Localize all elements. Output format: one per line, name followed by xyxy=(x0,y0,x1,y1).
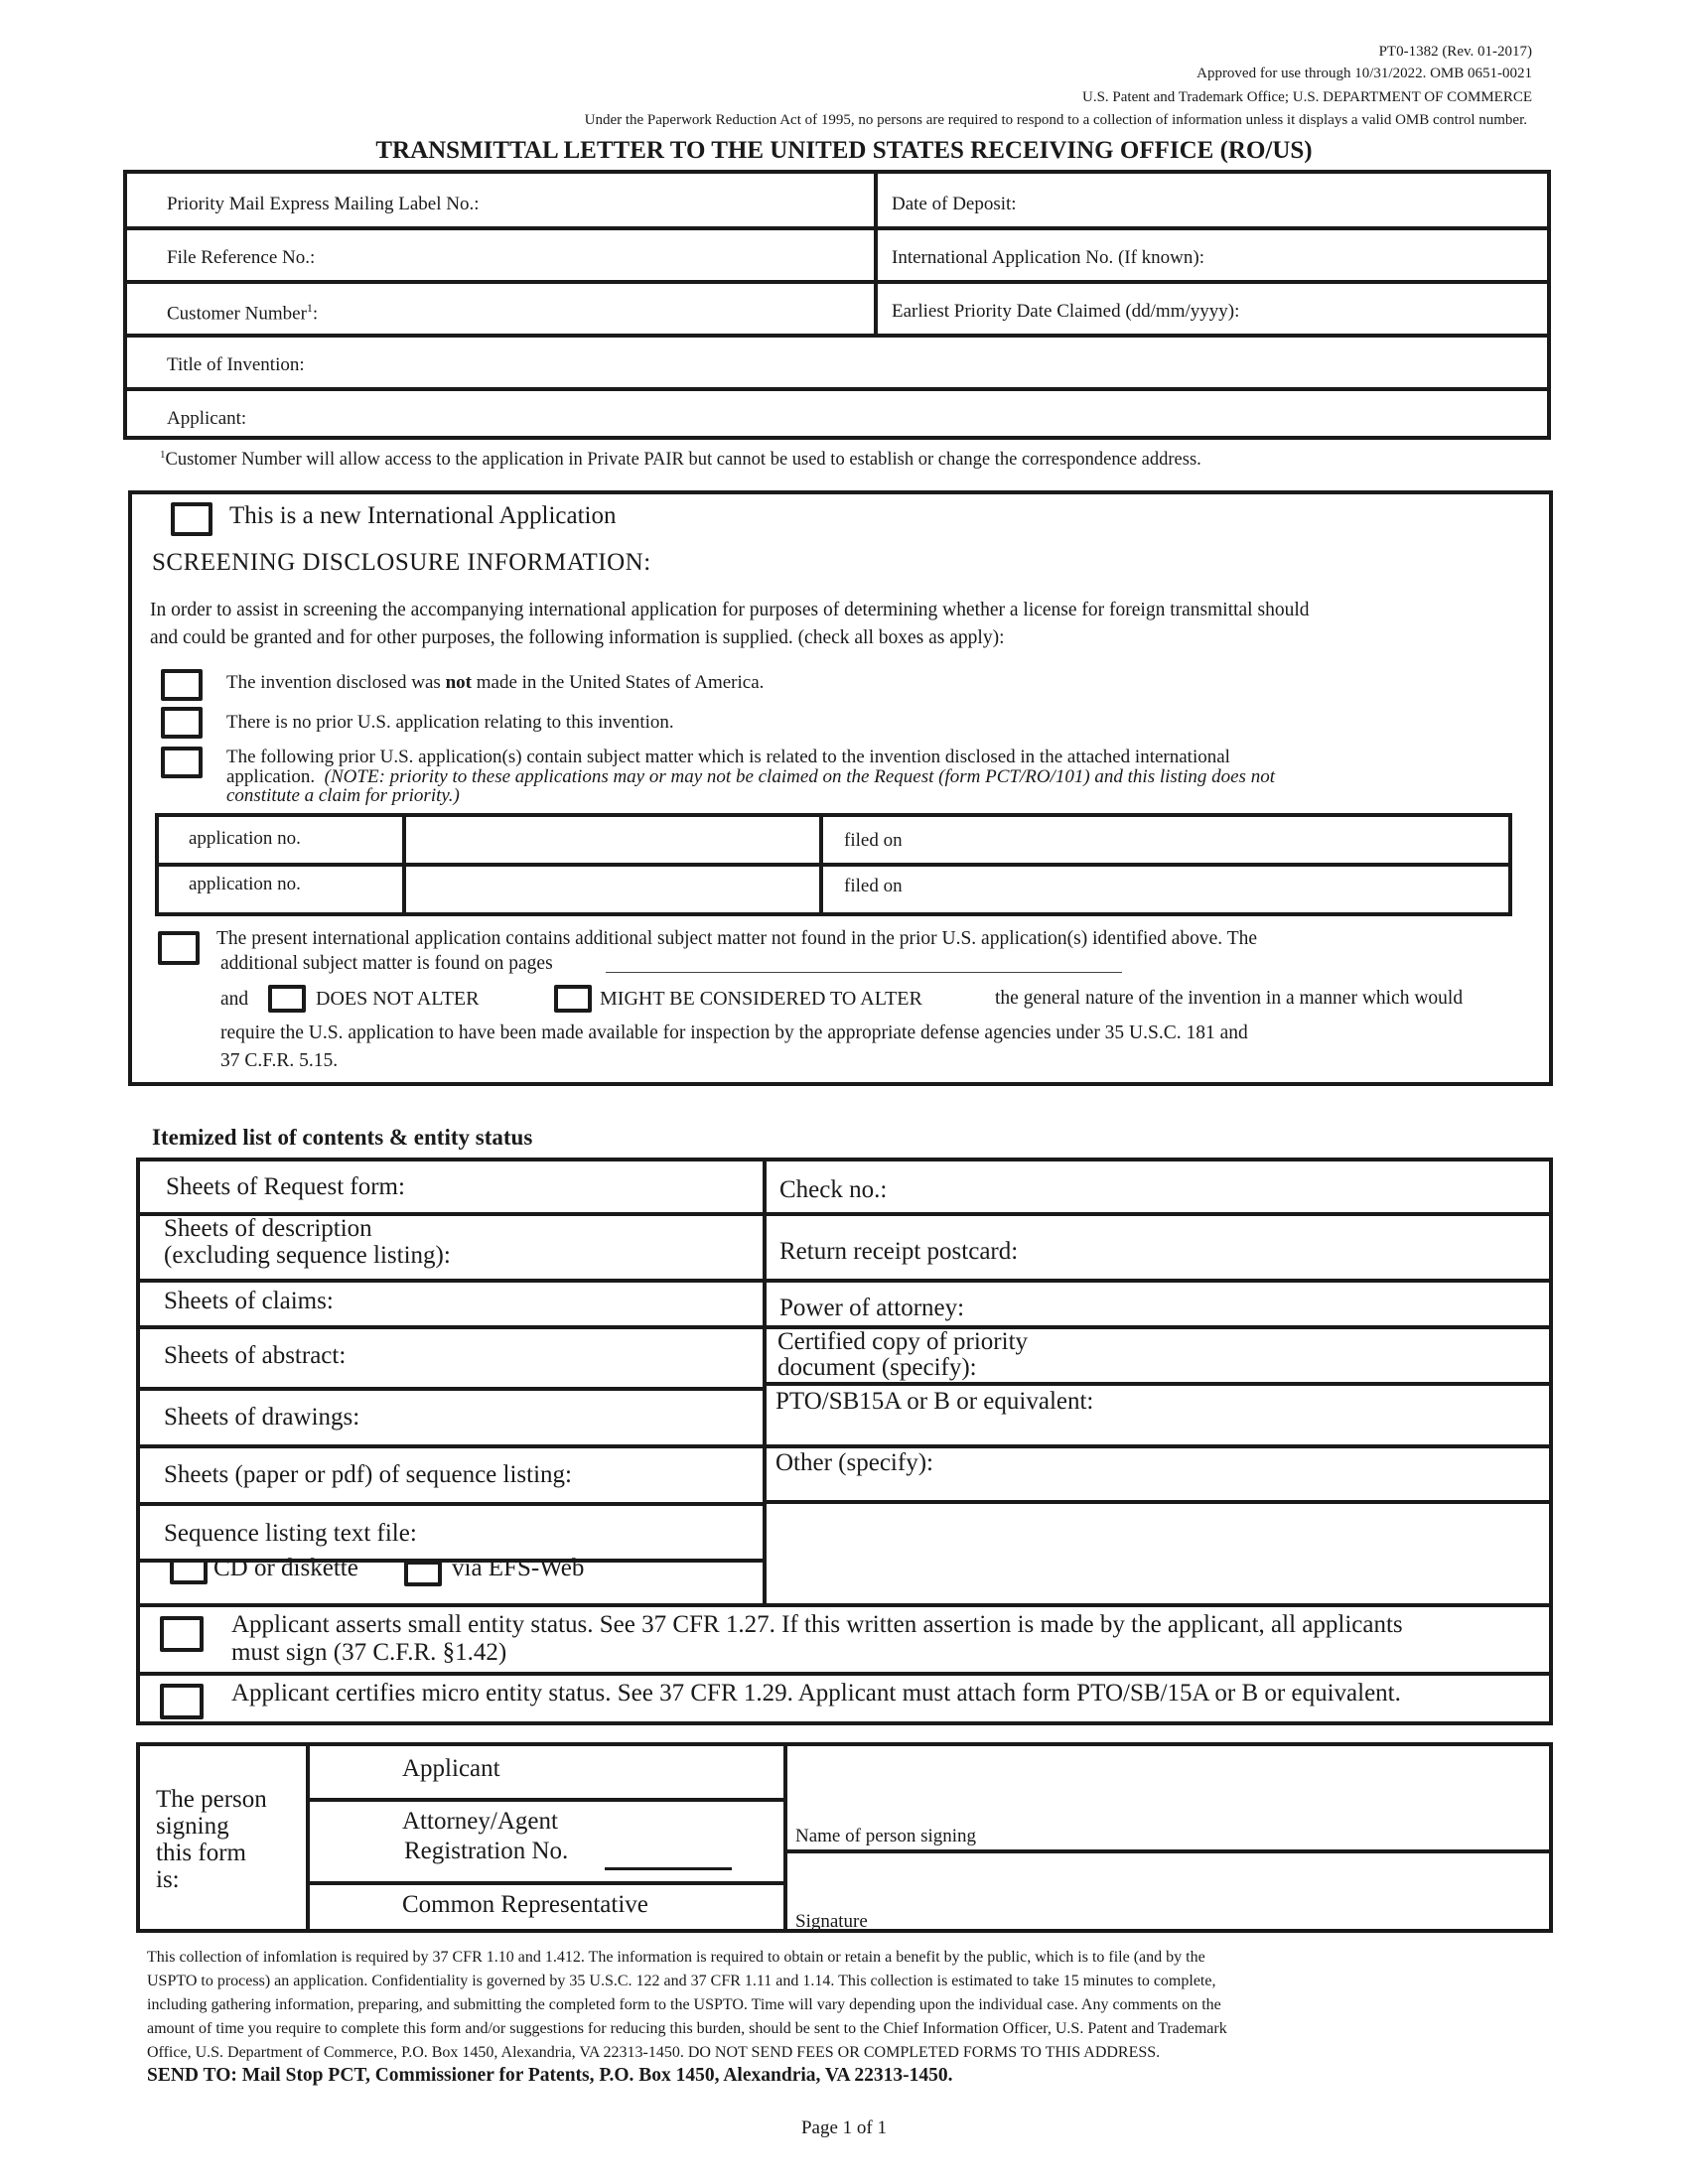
micro-entity-checkbox[interactable] xyxy=(160,1684,204,1719)
registration-no-label: Registration No. xyxy=(404,1838,569,1864)
following-text: application. xyxy=(226,766,316,787)
file-reference-field[interactable]: File Reference No.: xyxy=(167,247,316,268)
small-entity-checkbox[interactable] xyxy=(160,1616,204,1652)
burden-line: USPTO to process) an application. Confidentiality is governed by 35 U.S.C. 122 and 37 CFR 1.11 and 1.14. This collection is estimated to take 15 minutes to complete, xyxy=(147,1973,1216,1989)
defense-inspection-text: 37 C.F.R. 5.15. xyxy=(220,1050,339,1071)
application-no-input[interactable] xyxy=(409,868,816,911)
filed-on-label: filed on xyxy=(844,830,903,851)
intl-application-no-field[interactable]: International Application No. (If known): xyxy=(892,247,1205,268)
customer-number-label: Customer Number xyxy=(167,303,307,325)
signer-table xyxy=(136,1742,1553,1933)
pages-blank-line[interactable] xyxy=(606,972,1122,973)
no-prior-application-label: There is no prior U.S. application relating to this invention. xyxy=(226,712,674,733)
footnote xyxy=(160,449,1201,471)
cd-diskette-label: CD or diskette xyxy=(213,1555,358,1581)
drawings-sheets-field[interactable]: Sheets of drawings: xyxy=(164,1404,360,1431)
top-fields-table xyxy=(123,170,1551,440)
sequence-text-file-label: Sequence listing text file: xyxy=(164,1520,417,1547)
does-not-alter-checkbox[interactable] xyxy=(268,985,306,1013)
page-number: Page 1 of 1 xyxy=(800,2117,887,2138)
footnote-marker: 1 xyxy=(160,449,166,461)
form-number: PT0-1382 (Rev. 01-2017) xyxy=(1378,44,1532,60)
agency-line: U.S. Patent and Trademark Office; U.S. DEPARTMENT OF COMMERCE xyxy=(1081,89,1532,105)
application-no-label: application no. xyxy=(189,874,301,894)
contents-heading: Itemized list of contents & entity status xyxy=(152,1125,533,1150)
customer-number-field[interactable] xyxy=(167,301,318,325)
approval-note: Approved for use through 10/31/2022. OMB 0651-0021 xyxy=(1196,66,1532,81)
filed-on-label: filed on xyxy=(844,876,903,896)
screening-intro: and could be granted and for other purposes, the following information is supplied. (check all boxes as apply): xyxy=(150,627,1005,648)
footnote-text: Customer Number will allow access to the application in Private PAIR but cannot be used to establish or change the correspondence address. xyxy=(165,450,1201,471)
prior-applications-table xyxy=(155,813,1512,916)
not-made-in-us-checkbox[interactable] xyxy=(161,669,203,701)
following-prior-apps-checkbox[interactable] xyxy=(161,747,203,778)
person-signing-label xyxy=(156,1786,267,1893)
not-made-in-us-label xyxy=(226,672,764,694)
name-of-person-signing-field[interactable]: Name of person signing xyxy=(795,1826,977,1846)
not-made-text: made in the United States of America. xyxy=(471,672,765,693)
application-no-label: application no. xyxy=(189,828,301,849)
send-to-address: SEND TO: Mail Stop PCT, Commissioner for Patents, P.O. Box 1450, Alexandria, VA 22313-1450. xyxy=(147,2065,953,2086)
screening-section xyxy=(128,490,1553,1086)
not-emphasis: not xyxy=(445,672,472,693)
additional-subject-matter-label: The present international application contains additional subject matter not found in the prior U.S. application(s) identified above. The xyxy=(216,928,1258,949)
screening-heading: SCREENING DISCLOSURE INFORMATION: xyxy=(152,549,651,576)
request-form-sheets-field[interactable]: Sheets of Request form: xyxy=(166,1173,405,1200)
sequence-sheets-field[interactable]: Sheets (paper or pdf) of sequence listing: xyxy=(164,1461,572,1488)
screening-intro: In order to assist in screening the accompanying international application for purposes of determining whether a license for foreign transmittal should xyxy=(150,600,1310,620)
registration-no-line[interactable] xyxy=(605,1867,732,1870)
application-no-input[interactable] xyxy=(409,819,816,861)
small-entity-label: must sign (37 C.F.R. §1.42) xyxy=(231,1639,507,1666)
other-specify-field[interactable]: Other (specify): xyxy=(775,1449,933,1476)
description-sheets-field[interactable]: Sheets of description xyxy=(164,1215,372,1242)
following-prior-apps-label: The following prior U.S. application(s) contain subject matter which is related to the invention disclosed in the attached international xyxy=(226,747,1230,767)
additional-subject-matter-checkbox[interactable] xyxy=(158,931,200,965)
burden-line: including gathering information, preparing, and submitting the completed form to the USPTO. Time will vary depending upon the individual case. Any comments on the xyxy=(147,1996,1221,2013)
person-signing-line: The person xyxy=(156,1786,267,1813)
might-alter-label: MIGHT BE CONSIDERED TO ALTER xyxy=(600,988,922,1010)
common-representative-option[interactable]: Common Representative xyxy=(402,1891,648,1918)
no-prior-application-checkbox[interactable] xyxy=(161,707,203,739)
new-application-checkbox[interactable] xyxy=(171,502,212,536)
cd-diskette-checkbox[interactable] xyxy=(170,1559,208,1584)
might-alter-checkbox[interactable] xyxy=(554,985,592,1013)
new-application-label: This is a new International Application xyxy=(229,502,617,529)
attorney-agent-option[interactable]: Attorney/Agent xyxy=(402,1808,558,1835)
micro-entity-label: Applicant certifies micro entity status. See 37 CFR 1.29. Applicant must attach form PTO/SB/15A or B or equivalent. xyxy=(231,1680,1401,1706)
not-made-text: The invention disclosed was xyxy=(226,672,446,693)
contents-table xyxy=(136,1158,1553,1725)
burden-line: amount of time you require to complete this form and/or suggestions for reducing this burden, should be sent to the Chief Information Officer, U.S. Patent and Trademark xyxy=(147,2020,1227,2037)
pto-sb15-field[interactable]: PTO/SB15A or B or equivalent: xyxy=(775,1388,1094,1415)
burden-statement xyxy=(147,1946,1557,2065)
paperwork-notice: Under the Paperwork Reduction Act of 1995, no persons are required to respond to a collection of information unless it displays a valid OMB control number. xyxy=(584,112,1527,128)
person-signing-line: signing xyxy=(156,1813,229,1840)
priority-note: constitute a claim for priority.) xyxy=(226,785,460,806)
description-sheets-field: (excluding sequence listing): xyxy=(164,1242,451,1269)
person-signing-line: is: xyxy=(156,1866,180,1893)
burden-line: This collection of infomlation is required by 37 CFR 1.10 and 1.412. The information is required to obtain or retain a benefit by the public, which is to file (and by the xyxy=(147,1949,1205,1966)
does-not-alter-label: DOES NOT ALTER xyxy=(316,988,480,1010)
footnote-ref: 1 xyxy=(306,301,313,315)
burden-line: Office, U.S. Department of Commerce, P.O. Box 1450, Alexandria, VA 22313-1450. DO NOT SEND FEES OR COMPLETED FORMS TO THIS ADDRESS. xyxy=(147,2044,1161,2061)
small-entity-label: Applicant asserts small entity status. See 37 CFR 1.27. If this written assertion is made by the applicant, all applicants xyxy=(231,1611,1403,1638)
abstract-sheets-field[interactable]: Sheets of abstract: xyxy=(164,1342,347,1369)
priority-note: (NOTE: priority to these applications may or may not be claimed on the Request (form PCT/RO/101) and this listing does not xyxy=(324,766,1275,787)
efs-web-label: via EFS-Web xyxy=(452,1555,585,1581)
efs-web-checkbox[interactable] xyxy=(404,1561,442,1586)
return-receipt-field[interactable]: Return receipt postcard: xyxy=(779,1238,1019,1265)
page-title: TRANSMITTAL LETTER TO THE UNITED STATES RECEIVING OFFICE (RO/US) xyxy=(375,137,1313,164)
defense-inspection-text: require the U.S. application to have been made available for inspection by the appropriate defense agencies under 35 U.S.C. 181 and xyxy=(220,1023,1248,1043)
certified-copy-field: document (specify): xyxy=(777,1354,977,1381)
signature-field[interactable]: Signature xyxy=(795,1911,868,1932)
check-no-field[interactable]: Check no.: xyxy=(779,1176,888,1203)
certified-copy-field[interactable]: Certified copy of priority xyxy=(777,1328,1029,1355)
priority-mail-label-field[interactable]: Priority Mail Express Mailing Label No.: xyxy=(167,194,480,214)
additional-pages-label: additional subject matter is found on pages xyxy=(220,953,553,974)
person-signing-line: this form xyxy=(156,1840,246,1866)
earliest-priority-date-field[interactable]: Earliest Priority Date Claimed (dd/mm/yyyy): xyxy=(892,301,1240,322)
power-of-attorney-field[interactable]: Power of attorney: xyxy=(779,1295,965,1321)
claims-sheets-field[interactable]: Sheets of claims: xyxy=(164,1288,334,1314)
applicant-field[interactable]: Applicant: xyxy=(167,408,247,429)
title-of-invention-field[interactable]: Title of Invention: xyxy=(167,354,305,375)
applicant-option[interactable]: Applicant xyxy=(402,1755,500,1782)
customer-number-colon: : xyxy=(312,303,319,325)
general-nature-text: the general nature of the invention in a manner which would xyxy=(995,988,1464,1009)
and-label: and xyxy=(220,989,249,1010)
date-of-deposit-field[interactable]: Date of Deposit: xyxy=(892,194,1017,214)
